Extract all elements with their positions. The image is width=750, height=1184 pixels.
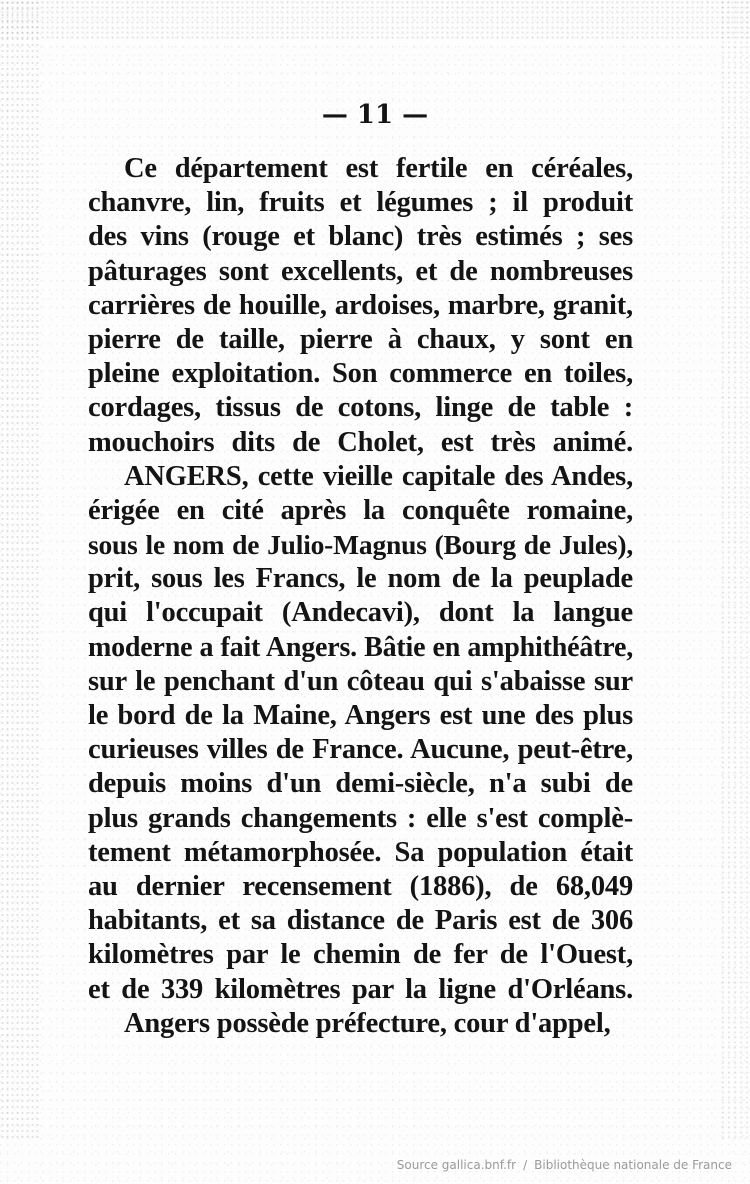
text-line: cordages, tissus de cotons, linge de table : (88, 392, 633, 424)
text-line: sur le penchant d'un côteau qui s'abaisse sur (88, 665, 633, 697)
text-line: chanvre, lin, fruits et légumes ; il produit (88, 187, 633, 219)
scan-noise-right (720, 0, 750, 1140)
text-line: pâturages sont excellents, et de nombreuses (88, 255, 633, 287)
text-line: des vins (rouge et blanc) très estimés ; ses (88, 221, 633, 253)
text-line: habitants, et sa distance de Paris est de 306 (88, 905, 633, 937)
text-line: moderne a fait Angers. Bâtie en amphithéâtre, (88, 631, 633, 663)
text-line: curieuses villes de France. Aucune, peut-être, (88, 734, 633, 766)
source-footer (397, 1158, 732, 1172)
text-line: qui l'occupait (Andecavi), dont la langue (88, 597, 633, 629)
footer-library: Bibliothèque nationale de France (534, 1158, 732, 1172)
text-line: kilomètres par le chemin de fer de l'Ouest, (88, 939, 633, 971)
text-line: sous le nom de Julio-Magnus (Bourg de Jules), (88, 529, 633, 561)
text-line: depuis moins d'un demi-siècle, n'a subi de (88, 768, 633, 800)
text-line: le bord de la Maine, Angers est une des plus (88, 700, 633, 731)
text-line: carrières de houille, ardoises, marbre, granit, (88, 289, 633, 321)
text-line: Angers possède préfecture, cour d'appel, (124, 1007, 611, 1039)
body-text (88, 152, 633, 1041)
footer-source: Source gallica.bnf.fr (396, 1158, 517, 1172)
text-line: plus grands changements : elle s'est complè- (88, 802, 633, 834)
text-line: mouchoirs dits de Cholet, est très animé. (88, 426, 633, 458)
scan-noise-left (0, 0, 40, 1140)
text-line: pleine exploitation. Son commerce en toiles, (88, 358, 633, 390)
text-line: ANGERS, cette vieille capitale des Andes, (124, 460, 633, 492)
text-line: et de 339 kilomètres par la ligne d'Orléans. (88, 973, 633, 1005)
text-line: érigée en cité après la conquête romaine, (88, 494, 633, 526)
text-line: prit, sous les Francs, le nom de la peuplade (88, 563, 633, 595)
text-line: pierre de taille, pierre à chaux, y sont en (88, 323, 633, 355)
scan-noise-top (0, 0, 750, 40)
page-number: — 11 — (321, 100, 429, 130)
footer-separator: / (523, 1158, 528, 1172)
text-line: au dernier recensement (1886), de 68,049 (88, 870, 633, 902)
text-line: Ce département est fertile en céréales, (124, 153, 633, 184)
text-line: tement métamorphosée. Sa population était (88, 836, 633, 868)
